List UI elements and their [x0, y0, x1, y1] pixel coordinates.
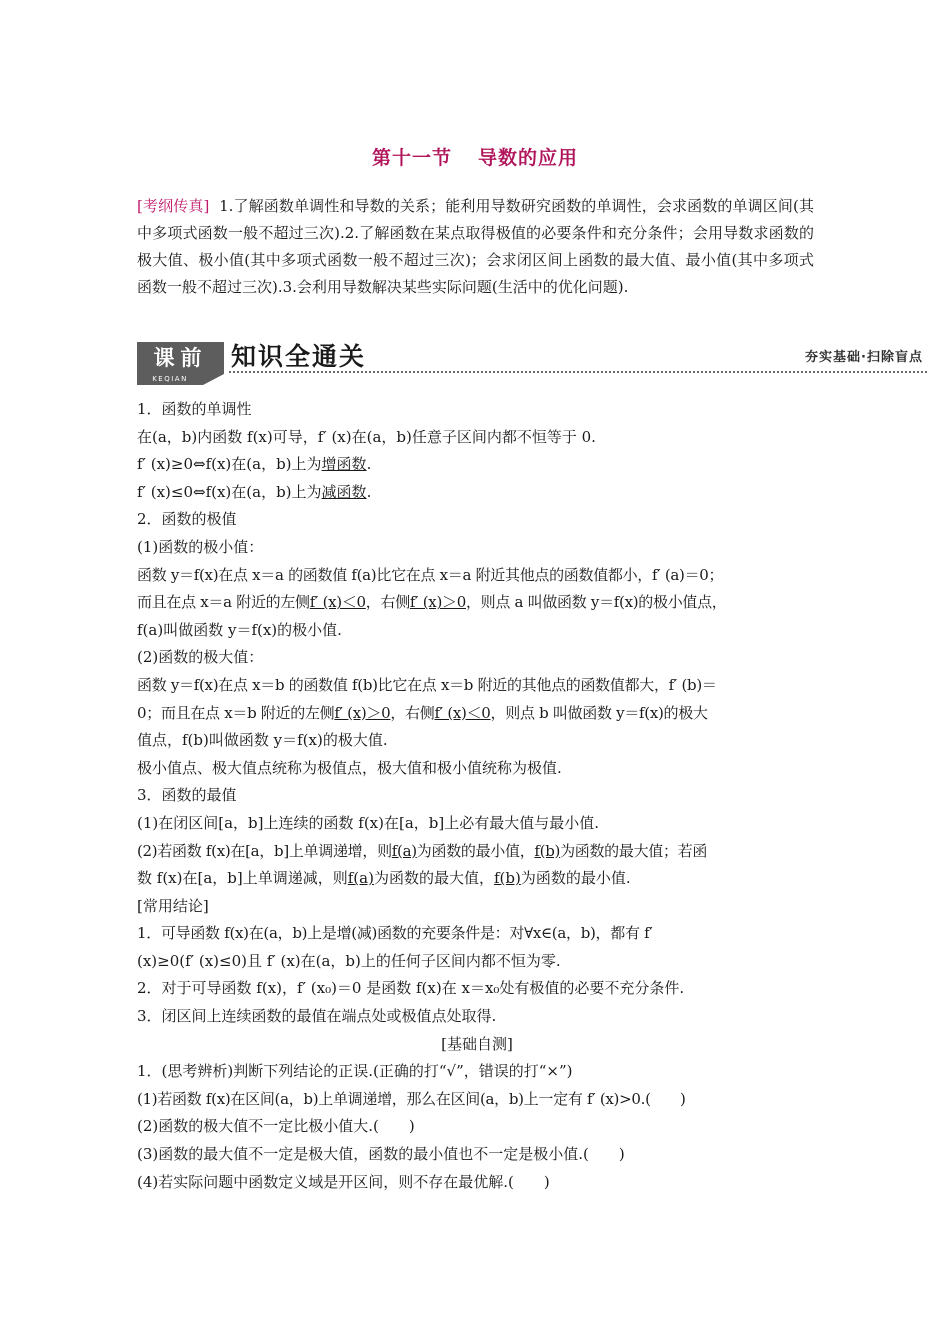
minimum-line-2: [137, 589, 817, 617]
knowledge-content: [137, 396, 817, 1196]
section-name: 导数的应用: [478, 147, 579, 169]
section-number: 第十一节: [371, 147, 452, 169]
heading-max-min: 3．函数的最值: [137, 786, 237, 805]
syllabus-tag: [考纲传真]: [137, 197, 210, 215]
answer-right-negative: f′ (x)＜0: [434, 703, 491, 722]
text: 而且在点 x＝a 附近的左侧: [137, 593, 310, 612]
answer-fb-max: f(b): [534, 841, 561, 860]
text: 为函数的最小值.: [520, 869, 631, 888]
extrema-summary: 极小值点、极大值点统称为极值点，极大值和极小值统称为极值.: [137, 758, 562, 777]
maximum-line-2: [137, 700, 817, 728]
answer-fa-min: f(a): [391, 841, 417, 860]
maximum-subheading: (2)函数的极大值：: [137, 648, 264, 667]
monotonicity-line-2: f′ (x)≥0⇔f(x)在(a，b)上为增函数.: [137, 455, 372, 474]
conclusion-1-line-1: 1．可导函数 f(x)在(a，b)上是增(减)函数的充要条件是：对∀x∈(a，b)，都有 f′: [137, 924, 653, 943]
heading-monotonicity: 1．函数的单调性: [137, 400, 252, 418]
text: ，则点 a 叫做函数 y＝f(x)的极小值点，: [465, 593, 727, 612]
selftest-heading: [基础自测]: [441, 1034, 513, 1053]
answer-fa-max: f(a): [347, 869, 374, 888]
text: ，右侧: [390, 703, 435, 722]
text: 为函数的最小值，: [416, 841, 535, 860]
question-1-item-3: (3)函数的最大值不一定是极大值，函数的最小值也不一定是极小值.( ): [137, 1145, 625, 1164]
text: 0；而且在点 x＝b 附近的左侧: [137, 703, 335, 722]
minimum-line-1: 函数 y＝f(x)在点 x＝a 的函数值 f(a)比它在点 x＝a 附近其他点的函数值都小，f′ (a)＝0；: [137, 565, 724, 584]
banner-dotted-rule: [229, 371, 927, 373]
answer-left-positive: f′ (x)＞0: [334, 703, 391, 722]
section-title: [0, 143, 950, 170]
answer-right-positive: f′ (x)＞0: [409, 593, 466, 612]
text: f′ (x)≤0⇔f(x)在(a，b)上为: [137, 482, 322, 501]
banner-badge-corner: [203, 374, 224, 385]
text: 为函数的最大值；若函: [560, 841, 708, 860]
maximum-line-1: 函数 y＝f(x)在点 x＝b 的函数值 f(b)比它在点 x＝b 附近的其他点的函数值都大，f′ (b)＝: [137, 675, 717, 694]
conclusions-heading: [常用结论]: [137, 896, 209, 915]
answer-fb-min: f(b): [493, 869, 521, 888]
question-1: 1．(思考辨析)判断下列结论的正误.(正确的打“√”，错误的打“×”): [137, 1062, 573, 1081]
text: ，则点 b 叫做函数 y＝f(x)的极大: [490, 703, 708, 722]
conclusion-3: 3．闭区间上连续函数的最值在端点处或极值点处取得.: [137, 1007, 497, 1026]
question-1-item-4: (4)若实际问题中函数定义域是开区间，则不存在最优解.( ): [137, 1172, 550, 1191]
text: f′ (x)≥0⇔f(x)在(a，b)上为: [137, 455, 322, 474]
monotonicity-line-3: f′ (x)≤0⇔f(x)在(a，b)上为减函数.: [137, 482, 372, 501]
conclusion-1-line-2: (x)≥0(f′ (x)≤0)且 f′ (x)在(a，b)上的任何子区间内都不恒为零.: [137, 951, 561, 970]
answer-left-negative: f′ (x)＜0: [309, 593, 366, 612]
minimum-subheading: (1)函数的极小值：: [137, 537, 264, 556]
syllabus-paragraph: [137, 193, 814, 301]
banner-badge: 课前: [137, 342, 224, 374]
maxmin-line-2: [137, 838, 817, 866]
maxmin-line-3: [137, 865, 817, 893]
heading-extrema: 2．函数的极值: [137, 510, 237, 529]
syllabus-text: 1.了解函数单调性和导数的关系；能利用导数研究函数的单调性，会求函数的单调区间(其中多项式函数一般不超过三次).2.了解函数在某点取得极值的必要条件和充分条件；会用导数求函数的极大值、极小值(其中多项式函数一般不超过三次)；会求闭区间上函数的最大值、最小值(其中多项式函数一般不超过三次).3.会利用导数解决某些实际问题(生活中的优化问题).: [137, 197, 814, 296]
question-1-item-2: (2)函数的极大值不一定比极小值大.( ): [137, 1117, 415, 1136]
banner-slogan: 夯实基础·扫除盲点: [805, 350, 923, 365]
text: 数 f(x)在[a，b]上单调递减，则: [137, 869, 348, 888]
answer-increasing: 增函数: [321, 455, 367, 474]
banner-heading: 知识全通关: [231, 342, 367, 371]
conclusion-2: 2．对于可导函数 f(x)，f′ (x₀)＝0 是函数 f(x)在 x＝x₀处有极值的必要不充分条件.: [137, 979, 685, 998]
section-banner: [137, 340, 927, 386]
maximum-line-3: 值点，f(b)叫做函数 y＝f(x)的极大值.: [137, 731, 388, 750]
text: ，右侧: [365, 593, 410, 612]
banner-badge-pinyin: KEQIAN: [137, 374, 203, 385]
text: (2)若函数 f(x)在[a，b]上单调递增，则: [137, 841, 392, 860]
minimum-line-3: f(a)叫做函数 y＝f(x)的极小值.: [137, 620, 342, 639]
question-1-item-1: (1)若函数 f(x)在区间(a，b)上单调递增，那么在区间(a，b)上一定有 f′ (x)>0.( ): [137, 1089, 686, 1108]
text: 为函数的最大值，: [373, 869, 494, 888]
answer-decreasing: 减函数: [321, 482, 367, 501]
monotonicity-line-1: 在(a，b)内函数 f(x)可导，f′ (x)在(a，b)任意子区间内都不恒等于 0.: [137, 427, 596, 446]
maxmin-line-1: (1)在闭区间[a，b]上连续的函数 f(x)在[a，b]上必有最大值与最小值.: [137, 813, 599, 832]
